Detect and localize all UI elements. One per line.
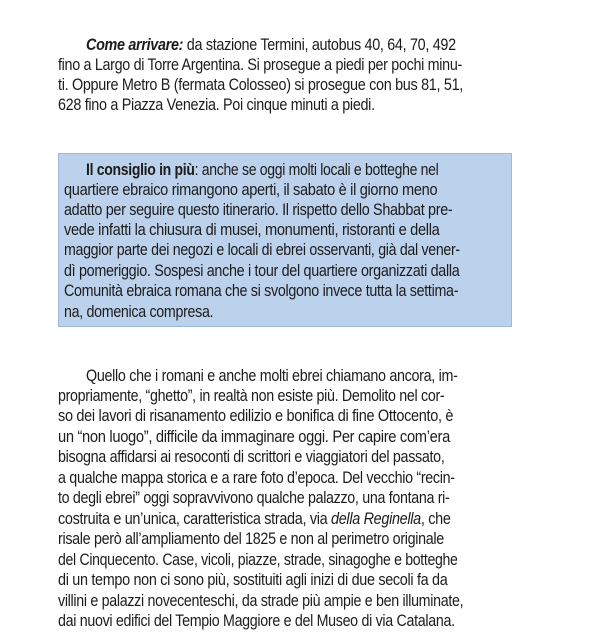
body-line xyxy=(58,510,451,529)
tip-line: quartiere ebraico rimangono aperti, il sabato è il giorno meno xyxy=(64,181,438,199)
body-line: propriamente, “ghetto”, in realtà non esiste più. Demolito nel cor- xyxy=(58,387,445,405)
body-line: del Cinquecento. Case, vicoli, piazze, strade, sinagoghe e botteghe xyxy=(58,551,458,569)
body-line: dai nuovi edifici del Tempio Maggiore e del Museo di via Catalana. xyxy=(58,612,455,630)
body-line-tail: , che xyxy=(420,510,451,528)
directions-line: 628 fino a Piazza Venezia. Poi cinque minuti a piedi. xyxy=(58,96,375,114)
tip-line: maggior parte dei negozi e locali di ebrei osservanti, già dal vener- xyxy=(64,241,460,259)
directions-line: fino a Largo di Torre Argentina. Si prosegue a piedi per pochi minu- xyxy=(58,56,462,74)
tip-line: adatto per seguire questo itinerario. Il rispetto dello Shabbat pre- xyxy=(64,201,453,219)
street-name: della Reginella xyxy=(331,510,421,528)
body-line: villini e palazzi novecenteschi, da strade più ampie e ben illuminate, xyxy=(58,592,464,610)
directions-line xyxy=(86,36,456,55)
tip-line: na, domenica compresa. xyxy=(64,303,214,321)
body-line: so dei lavori di risanamento edilizio e bonifica di fine Ottocento, è xyxy=(58,407,454,425)
tip-text: : anche se oggi molti locali e botteghe nel xyxy=(194,161,439,179)
body-line: di un tempo non ci sono più, sostituiti agli inizi di due secoli fa da xyxy=(58,571,448,589)
body-line: a qualche mappa storica e a rare foto d’epoca. Del vecchio “recin- xyxy=(58,469,455,487)
tip-line: Comunità ebraica romana che si svolgono invece tutta la settima- xyxy=(64,282,459,300)
directions-text: da stazione Termini, autobus 40, 64, 70, 492 xyxy=(183,36,456,54)
body-line: Quello che i romani e anche molti ebrei chiamano ancora, im- xyxy=(86,367,458,385)
body-line-text: costruita e un’unica, caratteristica strada, via xyxy=(58,510,332,528)
body-line: to degli ebrei” oggi sopravvivono qualche palazzo, una fontana ri- xyxy=(58,489,450,507)
body-line: risale però all’ampliamento del 1825 e non al perimetro originale xyxy=(58,530,444,548)
tip-line: vede infatti la chiusura di musei, monumenti, ristoranti e della xyxy=(64,221,440,239)
directions-line: ti. Oppure Metro B (fermata Colosseo) si prosegue con bus 81, 51, xyxy=(58,76,463,94)
body-line: un “non luogo”, difficile da immaginare oggi. Per capire com’era xyxy=(58,428,450,446)
tip-label: Il consiglio in più xyxy=(86,161,195,179)
tip-line xyxy=(86,161,438,180)
directions-label: Come arrivare: xyxy=(86,36,184,54)
body-line: bisogna affidarsi ai resoconti di scrittori e viaggiatori del passato, xyxy=(58,448,445,466)
tip-line: dì pomeriggio. Sospesi anche i tour del quartiere organizzati dalla xyxy=(64,262,460,280)
